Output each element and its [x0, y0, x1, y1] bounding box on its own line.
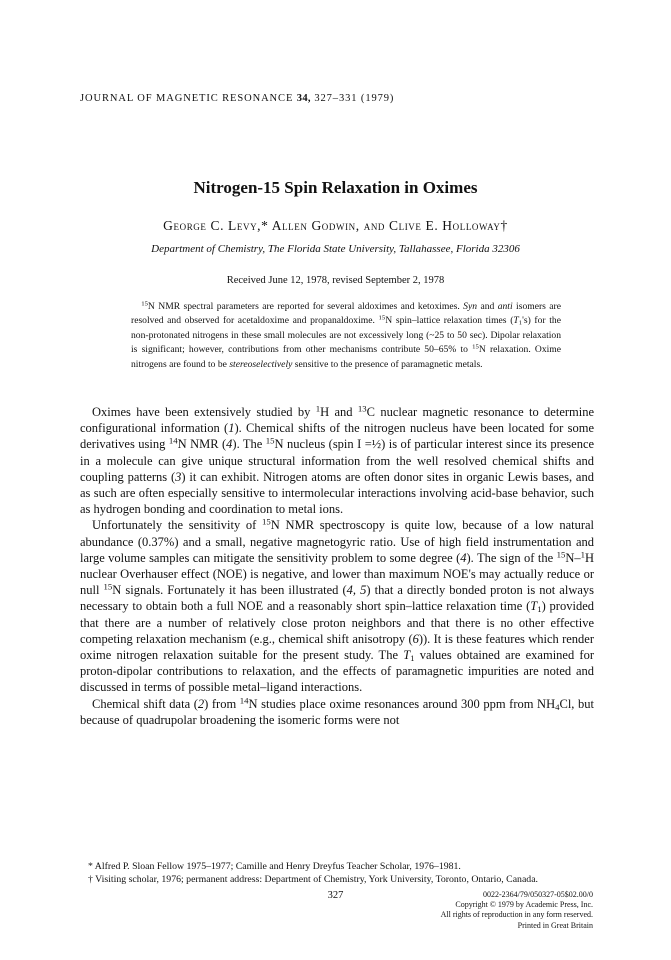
footnotes — [80, 861, 594, 886]
page-number: 327 — [327, 890, 344, 901]
abstract: $^{15}$N NMR spectral parameters are reported for several aldoximes and ketoximes. Syn and anti isomers are resolved and observed for acetaldoxime and propanaldoxime. $^{15}$N spin–lattice relaxation times $(T_1's)$ for the non-protonated nitrogens in these small molecules are not excessively long (~25 to 50 sec). Dipolar relaxation is significant; however, contributions from other mechanisms contribute 50–65% to $^{15}$N relaxation. Oxime nitrogens are found to be stereoselectively sensitive to the presence of paramagnetic metals. — [131, 300, 562, 370]
affiliation: Department of Chemistry, The Florida State University, Tallahassee, Florida 32306 — [151, 243, 520, 255]
copyright-block: 0022-2364/79/050327-05$02.00/0 Copyright © 1979 by Academic Press, Inc. All rights of reproduction in any form reserved. Printed in Great Britain — [440, 890, 593, 930]
footnote-1: * Alfred P. Sloan Fellow 1975–1977; Camille and Henry Dreyfus Teacher Scholar, 1976–1981. — [88, 861, 461, 872]
paragraph-1: Oximes have been extensively studied by $^1$H and $^{13}$C nuclear magnetic resonance to determine configurational information (1). Chemical shifts of the nitrogen nucleus have been located for some derivatives using $^{14}$N NMR (4). The $^{15}$N nucleus (spin I =½) is of particular interest since its presence in a molecule can give unique structural information from the well resolved chemical shifts and coupling patterns (3) it can exhibit. Nitrogen atoms are often donor sites in organic Lewis bases, and as such are often especially sensitive to intermolecular interactions involving acid-base behavior, such as hydrogen bonding and coordination to metal ions. — [80, 403, 595, 517]
journal-pages-year: 327–331 (1979) — [314, 93, 395, 104]
footnote-2: † Visiting scholar, 1976; permanent address: Department of Chemistry, York University, Toronto, Ontario, Canada. — [88, 873, 539, 885]
paragraph-2: Unfortunately the sensitivity of $^{15}$N NMR spectroscopy is quite low, because of a low natural abundance (0.37%) and a small, negative magnetogyric ratio. Use of high field instrumentation and large volume samples can mitigate the sensitivity problem to some degree (4). The sign of the $^{15}$N–$^1$H nuclear Overhauser effect (NOE) is negative, and lower than maximum NOE's may actually reduce or null $^{15}$N signals. Fortunately it has been illustrated (4, 5) that a directly bonded proton is not always necessary to obtain both a full NOE and a reasonably short spin–lattice relaxation time $(T_1)$ provided that there are a number of relatively close proton neighbors and that there is no other effective competing relaxation mechanism (e.g., chemical shift anisotropy (6)). It is these features which render oxime nitrogen relaxation suitable for the present study. The $T_1$ values obtained are examined for proton-dipolar contributions to relaxation, and the effects of paramagnetic impurities are noted and discussed in terms of possible metal–ligand interactions. — [80, 517, 595, 695]
paragraph-3: Chemical shift data (2) from $^{14}$N studies place oxime resonances around 300 ppm from $NH_4Cl$, but because of quadrupolar broadening the isomeric forms were not — [80, 695, 595, 727]
author-list: George C. Levy,* Allen Godwin, and Clive E. Holloway† — [163, 218, 508, 233]
journal-volume: 34, — [296, 93, 311, 104]
article-title: Nitrogen-15 Spin Relaxation in Oximes — [193, 178, 478, 197]
article-body — [80, 404, 594, 728]
journal-header — [80, 93, 394, 104]
journal-name: JOURNAL OF MAGNETIC RESONANCE — [80, 93, 294, 104]
received-date: Received June 12, 1978, revised September 2, 1978 — [226, 275, 445, 286]
